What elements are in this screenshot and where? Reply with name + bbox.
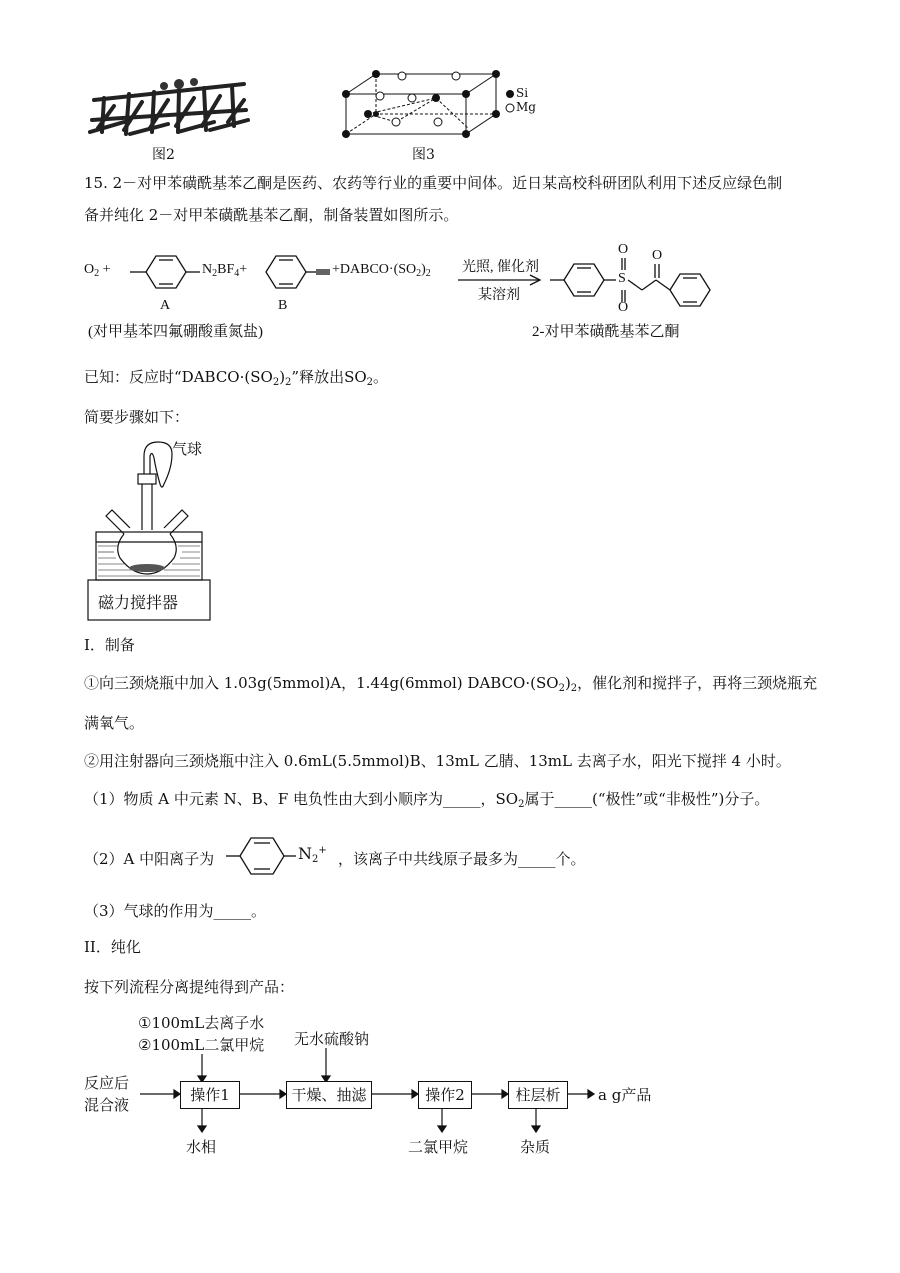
legend-si: Si [516, 86, 529, 100]
flow-box-drying: 干燥、抽滤 [286, 1081, 372, 1109]
figure-2-caption: 图2 [152, 147, 175, 163]
cation-n2: $N_2^+$ [298, 844, 327, 865]
sulfur-atom: S [618, 271, 626, 286]
condition-top: 光照, 催化剂 [462, 260, 539, 275]
legend-mg: Mg [516, 100, 536, 114]
flow-input-drying: 无水硫酸钠 [294, 1030, 370, 1048]
flow-start-line2: 混合液 [84, 1096, 130, 1114]
flow-output-impurity: 杂质 [520, 1138, 551, 1156]
stirrer-label: 磁力搅拌器 [98, 593, 179, 612]
flow-output-dcm: 二氯甲烷 [408, 1138, 469, 1156]
flow-input-top2: ②100mL二氯甲烷 [138, 1036, 265, 1054]
flow-product: a g产品 [598, 1086, 652, 1104]
sulfonyl-oxygen-top: O [618, 242, 629, 257]
figure-2 [84, 70, 254, 142]
label-b: B [278, 298, 288, 313]
section-1-title: I．制备 [84, 636, 135, 654]
reaction-scheme [80, 238, 820, 348]
steps-title: 简要步骤如下： [84, 408, 190, 426]
question-2: （2）A 中阳离子为 [84, 850, 215, 868]
unit-cell-diagram [338, 66, 538, 146]
cation-structure [224, 828, 334, 884]
flow-output-water: 水相 [186, 1138, 217, 1156]
apparatus-diagram [84, 434, 214, 624]
purification-flowchart [80, 1008, 720, 1168]
question-3: （3）气球的作用为_____。 [84, 902, 267, 920]
known-statement: 已知：反应时“$DABCO\cdot(SO_2)_2$”释放出$SO_2$。 [84, 368, 389, 388]
question-2-post: ，该离子中共线原子最多为_____个。 [338, 850, 586, 868]
framework-structure-image [84, 70, 254, 142]
flow-box-operation2: 操作2 [418, 1081, 472, 1109]
balloon-label: 气球 [172, 440, 203, 458]
step-1-line1: ①向三颈烧瓶中加入 1.03g(5mmol)A，1.44g(6mmol) $DABCO\cdot(SO_2)_2$，催化剂和搅拌子，再将三颈烧瓶充 [84, 674, 818, 694]
condition-bottom: 某溶剂 [478, 288, 520, 303]
sulfonyl-oxygen-bottom: O [618, 300, 629, 315]
ketone-oxygen: O [652, 248, 663, 263]
question-intro-line2: 备并纯化 2－对甲苯磺酰基苯乙酮，制备装置如图所示。 [84, 206, 459, 224]
reactant-o2: $O_2$ + [84, 262, 111, 279]
name-product: 2-对甲苯磺酰基苯乙酮 [532, 324, 680, 340]
figure-3 [338, 66, 538, 146]
flow-start-line1: 反应后 [84, 1074, 130, 1092]
name-a: (对甲基苯四氟硼酸重氮盐) [88, 324, 263, 340]
flow-box-operation1: 操作1 [180, 1081, 240, 1109]
reagent-dabco: $+DABCO\cdot(SO_2)_2$ [332, 262, 431, 279]
question-intro-line1: 15. 2－对甲苯磺酰基苯乙酮是医药、农药等行业的重要中间体。近日某高校科研团队利用下述反应绿色制 [84, 174, 783, 192]
flow-input-top1: ①100mL去离子水 [138, 1014, 265, 1032]
step-1-line2: 满氧气。 [84, 714, 145, 732]
flow-box-chromatography: 柱层析 [508, 1081, 568, 1109]
figure-3-caption: 图3 [412, 147, 435, 163]
question-1: （1）物质 A 中元素 N、B、F 电负性由大到小顺序为_____，$SO_2$属于_____(“极性”或“非极性”)分子。 [84, 790, 770, 810]
reactant-a-n2bf4: $N_2BF_4+$ [202, 262, 248, 279]
step-2: ②用注射器向三颈烧瓶中注入 0.6mL(5.5mmol)B、13mL 乙腈、13mL 去离子水，阳光下搅拌 4 小时。 [84, 752, 791, 770]
label-a: A [160, 298, 171, 313]
section-2-title: II．纯化 [84, 938, 141, 956]
flow-intro: 按下列流程分离提纯得到产品： [84, 978, 295, 996]
